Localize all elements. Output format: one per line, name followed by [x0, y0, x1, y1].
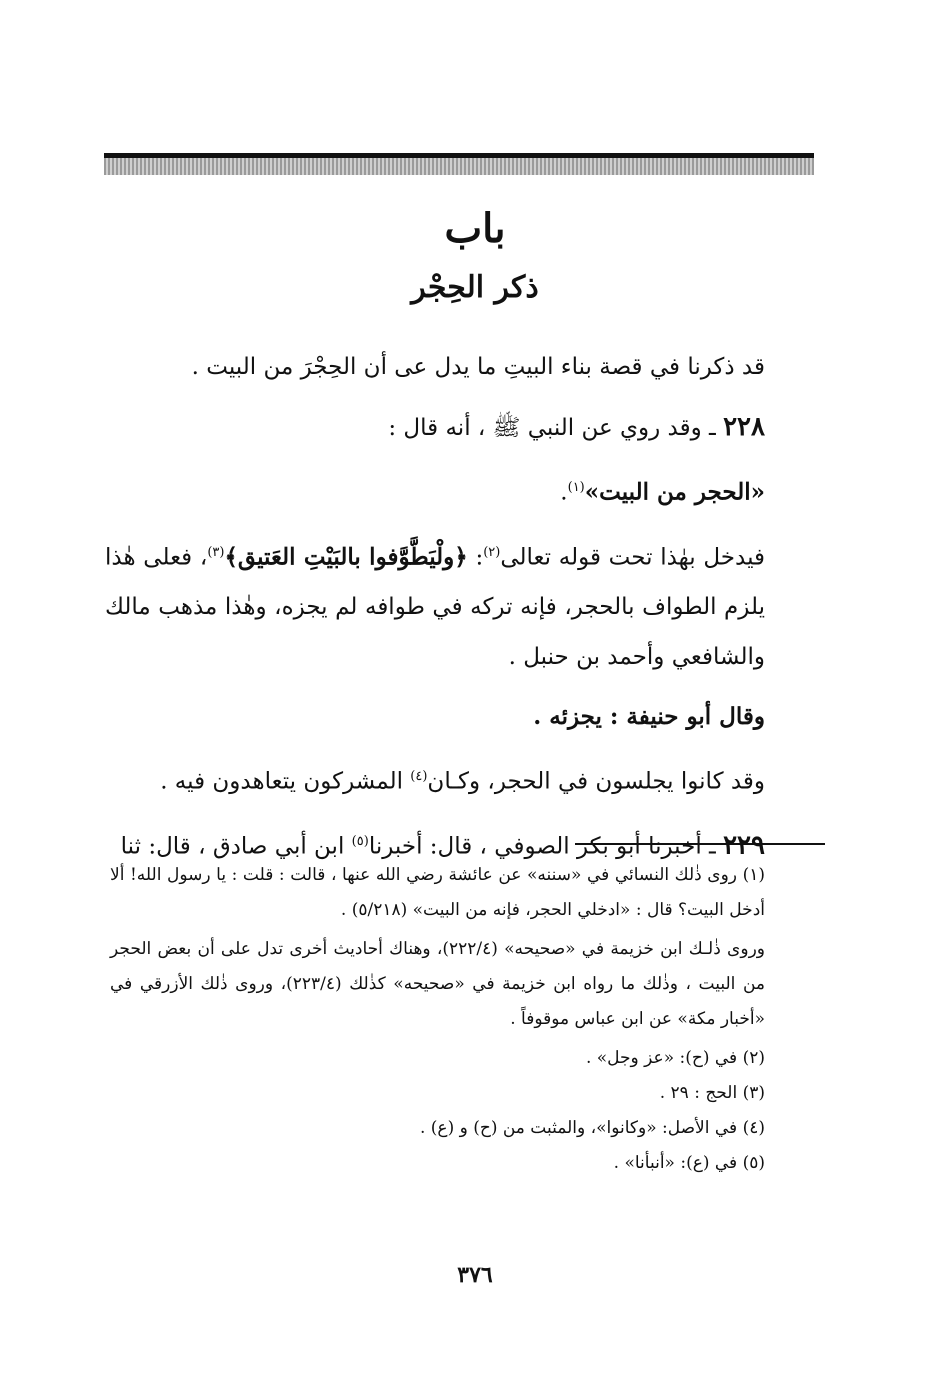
- footnote-3: (٣) الحج : ٢٩ .: [659, 1083, 765, 1103]
- paragraph-abu-hanifa: [105, 692, 765, 742]
- main-text: [105, 342, 765, 882]
- footnote-1b: وروى ذٰلـك ابن خزيمة في «صحيحه» (٢٢٢/٤)، وهناك أحاديث أخرى تدل على أن بعض الحجر من البيت ، وذٰلك ما رواه ابن خزيمة في «صحيحه» كذٰلك (٢٢٣/٤)، وروى ذٰلك الأزرقي في «أخبار مكة» عن ابن عباس موقوفاً .: [110, 939, 765, 1029]
- footnote-ref-3: (٣): [207, 544, 225, 560]
- paragraph-tawaf: [105, 528, 765, 683]
- footnote-ref-1: (١): [567, 480, 585, 495]
- abu-hanifa-label: وقال أبو حنيفة :: [609, 703, 765, 731]
- footnote-ref-5: (٥): [351, 833, 369, 849]
- paragraph-hadith-quote: [105, 463, 765, 518]
- mushrikun-end: المشركون يتعاهدون فيه .: [160, 768, 411, 795]
- abu-hanifa-opinion: يجزئه .: [533, 703, 610, 731]
- chapter-label: باب: [444, 205, 506, 252]
- header-ornament-rule: [104, 153, 814, 175]
- page-number: ٣٧٦: [457, 1262, 493, 1288]
- chapter-title: ذكر الحِجْر: [411, 270, 539, 305]
- hadith-number-228: ٢٢٨: [723, 412, 765, 442]
- footnotes: [110, 858, 765, 1181]
- paragraph-mushrikun: [105, 752, 765, 807]
- tawaf-end: ، فعلى هٰذا يلزم الطواف بالحجر، فإنه تركه في طوافه لم يجزه، وهٰذا مذهب مالك والشافعي وأحمد بن حنبل .: [105, 544, 765, 671]
- footnote-1a: (١) روى ذٰلك النسائي في «سننه» عن عائشة رضي الله عنها ، قالت : قلت : يا رسول الله! ألا أدخل البيت؟ قال : «ادخلي الحجر، فإنه من البيت» (٥/٢١٨) .: [110, 865, 765, 920]
- footnote-2: (٢) في (ح): «عز وجل» .: [585, 1048, 765, 1068]
- footnote-ref-2: (٢): [483, 544, 501, 560]
- paragraph-intro: قد ذكرنا في قصة بناء البيتِ ما يدل عى أن الحِجْرَ من البيت .: [191, 354, 765, 380]
- hadith-number-229: ٢٢٩: [723, 830, 765, 861]
- footnote-4: (٤) في الأصل: «وكانوا»، والمثبت من (ح) و (ع) .: [419, 1118, 765, 1138]
- footnote-ref-4: (٤): [410, 769, 428, 785]
- hadith-229-start: ـ أخبرنا أبو بكر الصوفي ، قال: أخبرنا: [368, 833, 716, 860]
- hadith-quote: «الحجر من البيت»: [584, 478, 765, 506]
- quote-end: .: [560, 479, 568, 506]
- footnote-5: (٥) في (ع): «أنبأنا» .: [613, 1153, 765, 1173]
- tawaf-colon: :: [467, 544, 484, 571]
- hadith-228-text: ـ وقد روي عن النبي ﷺ ، أنه قال :: [388, 415, 716, 441]
- hadith-229-end: ابن أبي صادق ، قال: ثنا: [120, 833, 352, 860]
- quran-verse: ﴿ولْيَطَّوَّفوا بالبَيْتِ العَتيق﴾: [224, 543, 468, 571]
- tawaf-start: فيدخل بهٰذا تحت قوله تعالى: [500, 544, 766, 571]
- paragraph-hadith-228: [105, 402, 765, 453]
- mushrikun-start: وقد كانوا يجلسون في الحجر، وكـان: [427, 768, 765, 795]
- footnote-separator: [575, 843, 825, 845]
